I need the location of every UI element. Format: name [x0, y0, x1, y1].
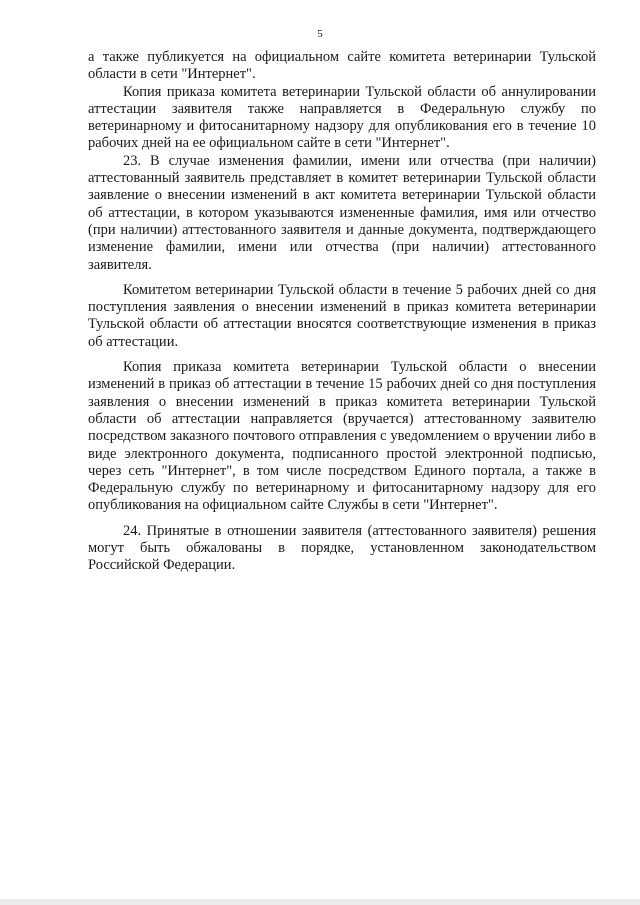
paragraph-publication-continuation: а также публикуется на официальном сайте комитета ветеринарии Тульской области в сети "Интернет".: [88, 49, 596, 83]
scan-bottom-edge: [0, 899, 640, 905]
paragraph-clause-24: 24. Принятые в отношении заявителя (аттестованного заявителя) решения могут быть обжалованы в порядке, установленном законодательством Российской Федерации.: [88, 522, 596, 574]
paragraph-annulment-copy: Копия приказа комитета ветеринарии Тульской области об аннулировании аттестации заявителя также направляется в Федеральную службу по ветеринарному и фитосанитарному надзору для опубликования его в течение 10 рабочих дней на ее официальном сайте в сети "Интернет".: [88, 83, 596, 152]
paragraph-amendment-copy: Копия приказа комитета ветеринарии Тульской области о внесении изменений в приказ об аттестации в течение 15 рабочих дней со дня поступления заявления о внесении изменений в приказ комитета ветеринарии Тульской области об аттестации направляется (вручается) аттестованному заявителю посредством заказного почтового отправления с уведомлением о вручении либо в виде электронного документа, подписанного простой электронной подписью, через сеть "Интернет", в том числе посредством Единого портала, а также в Федеральную службу по ветеринарному и фитосанитарному надзору для его опубликования на официальном сайте Службы в сети "Интернет".: [88, 359, 596, 514]
paragraph-amendment-order: Комитетом ветеринарии Тульской области в течение 5 рабочих дней со дня поступления заявления о внесении изменений в приказ комитета ветеринарии Тульской области об аттестации вносятся соответствующие изменения в приказ об аттестации.: [88, 281, 596, 350]
paragraph-clause-23: 23. В случае изменения фамилии, имени или отчества (при наличии) аттестованный заявитель представляет в комитет ветеринарии Тульской области заявление о внесении изменений в акт комитета ветеринарии Тульской области об аттестации, в котором указываются измененные фамилия, имя или отчество (при наличии) аттестованного заявителя и данные документа, подтверждающего изменение фамилии, имени или отчества (при наличии) аттестованного заявителя.: [88, 152, 596, 273]
page-number: 5: [317, 28, 323, 40]
document-body: [88, 49, 596, 575]
